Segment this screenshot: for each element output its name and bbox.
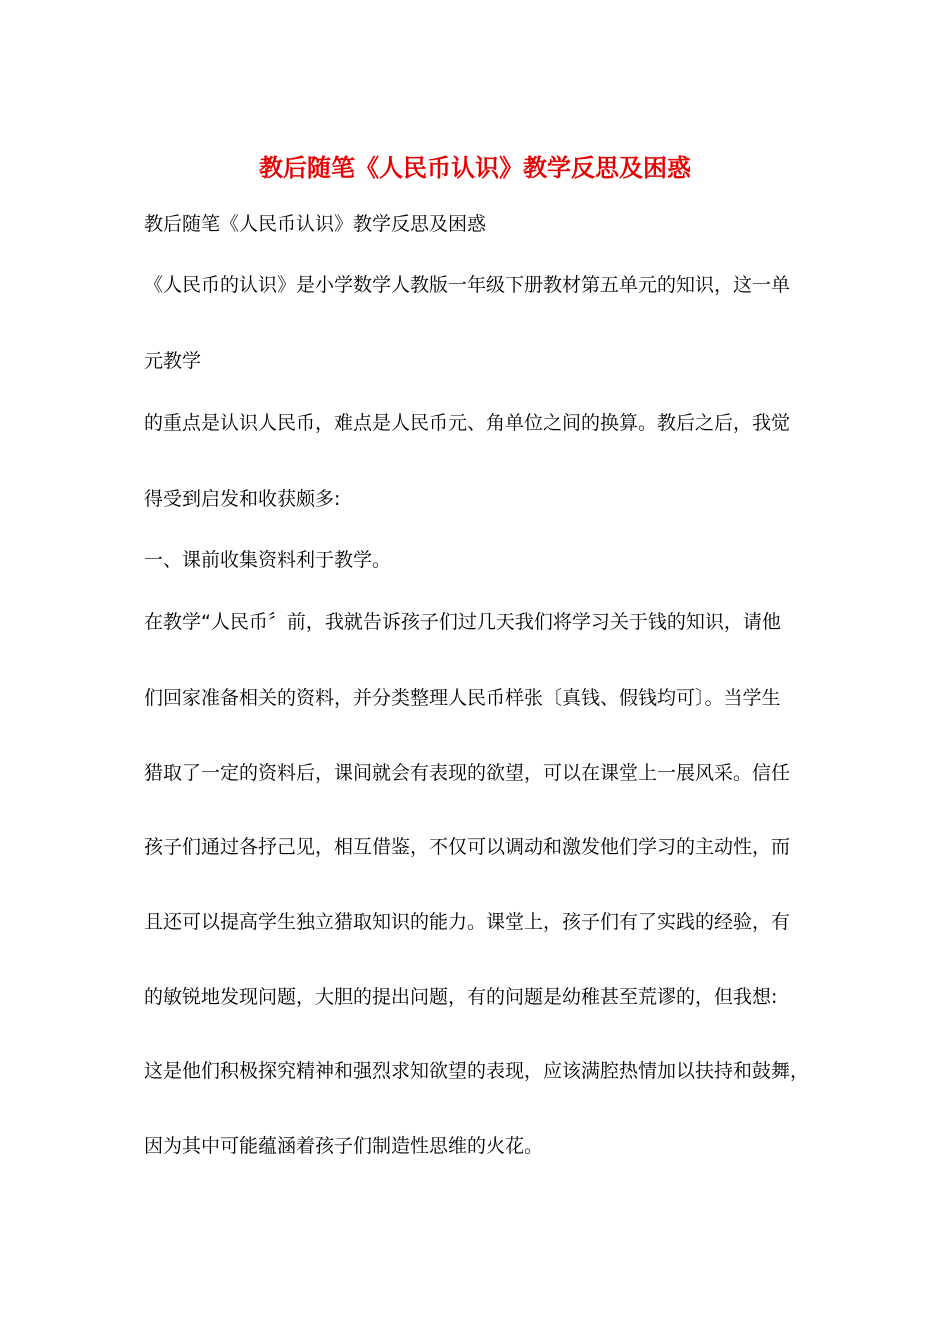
paragraph-line: 这是他们积极探究精神和强烈求知欲望的表现，应该满腔热情加以扶持和鼓舞， xyxy=(144,1060,810,1082)
paragraph-line: 的重点是认识人民币，难点是人民币元、角单位之间的换算。教后之后，我觉 xyxy=(144,412,791,434)
paragraph-line: 《人民币的认识》是小学数学人教版一年级下册教材第五单元的知识，这一单 xyxy=(144,274,791,296)
paragraph-line: 在教学“人民币〞前，我就告诉孩子们过几天我们将学习关于钱的知识，请他 xyxy=(144,611,781,633)
paragraph-line: 的敏锐地发现问题，大胆的提出问题，有的问题是幼稚甚至荒谬的，但我想: xyxy=(144,986,778,1008)
subtitle-line: 教后随笔《人民币认识》教学反思及困惑 xyxy=(144,213,487,235)
paragraph-line: 元教学 xyxy=(144,350,202,372)
section-heading: 一、课前收集资料利于教学。 xyxy=(144,549,392,571)
paragraph-line: 们回家准备相关的资料，并分类整理人民币样张〔真钱、假钱均可〕。当学生 xyxy=(144,687,781,709)
paragraph-line: 孩子们通过各抒己见，相互借鉴，不仅可以调动和激发他们学习的主动性，而 xyxy=(144,836,791,858)
paragraph-line: 得受到启发和收获颇多: xyxy=(144,488,341,510)
paragraph-line: 且还可以提高学生独立猎取知识的能力。课堂上，孩子们有了实践的经验，有 xyxy=(144,911,791,933)
paragraph-line: 猎取了一定的资料后，课间就会有表现的欲望，可以在课堂上一展风采。信任 xyxy=(144,762,791,784)
document-title: 教后随笔《人民币认识》教学反思及困惑 xyxy=(259,153,691,182)
paragraph-line: 因为其中可能蕴涵着孩子们制造性思维的火花。 xyxy=(144,1135,544,1157)
